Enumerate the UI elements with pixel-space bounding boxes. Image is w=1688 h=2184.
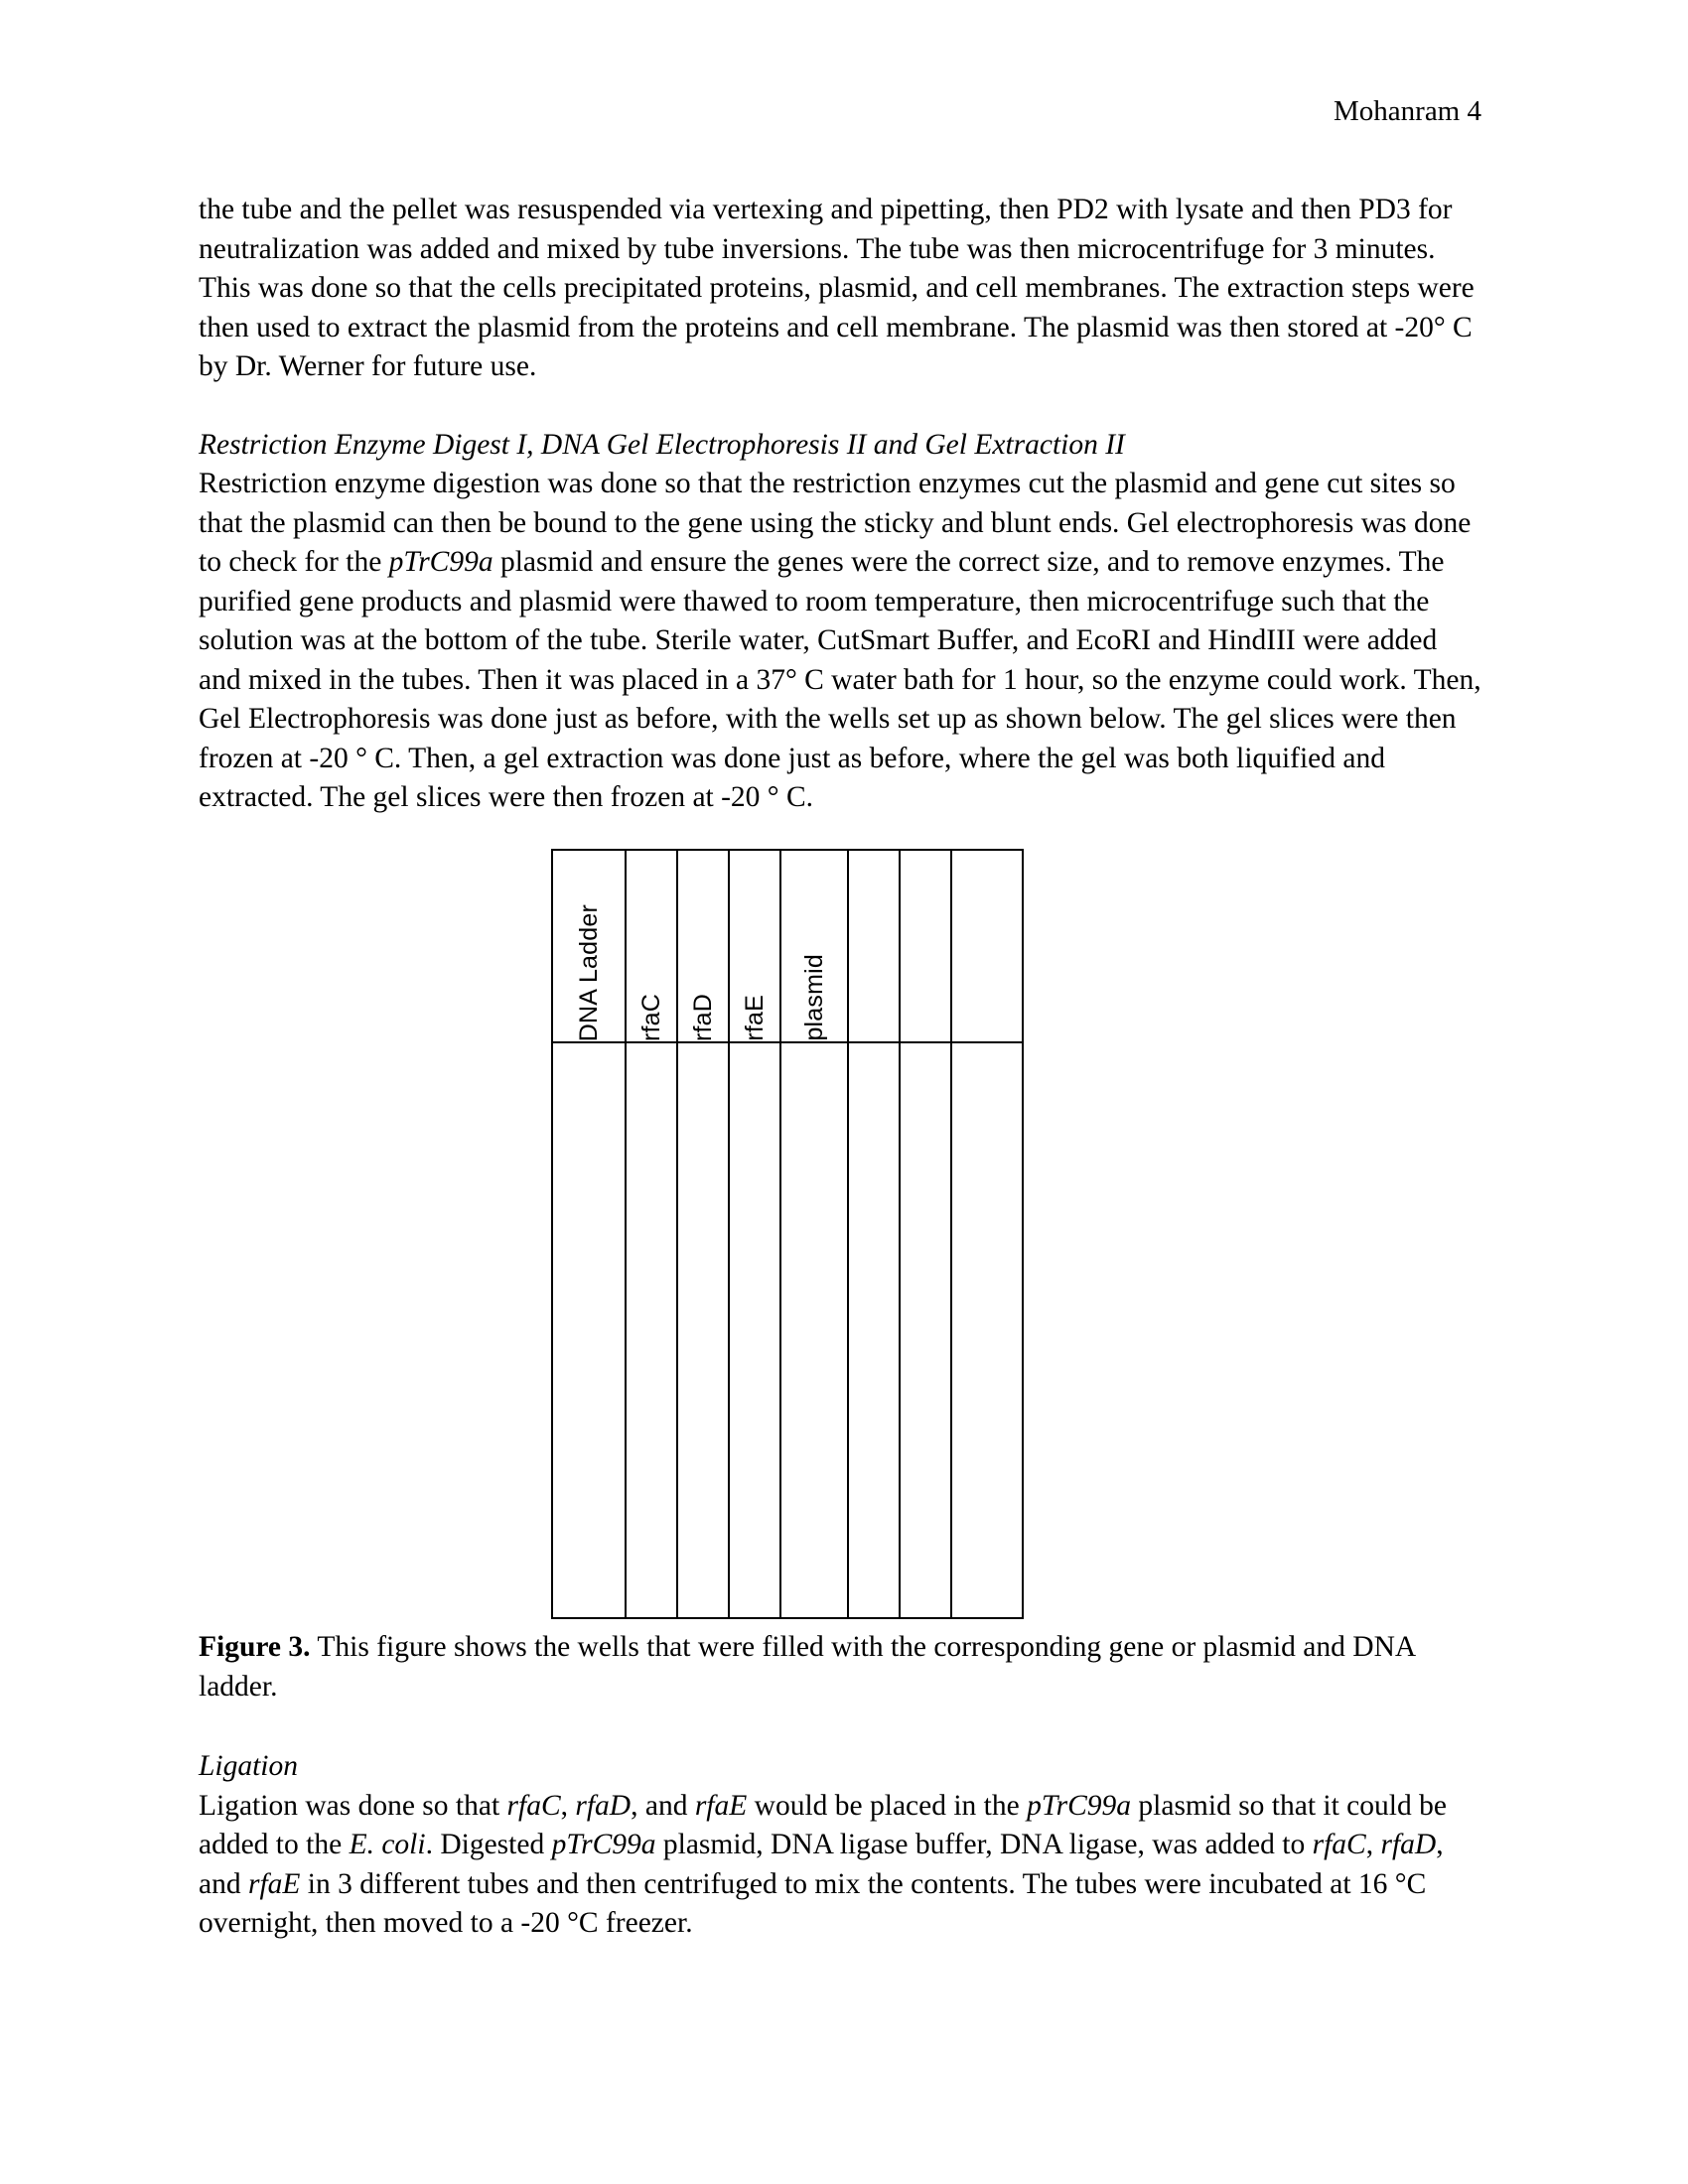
par3-italic-rfad-1: rfaD	[575, 1789, 632, 1822]
par3-text-part7: plasmid, DNA ligase buffer, DNA ligase, was added to	[655, 1829, 1313, 1860]
figure-gel-wells	[551, 849, 1024, 1619]
gel-lane-label-plasmid: plasmid	[799, 954, 828, 1041]
gel-lane-cell-7[interactable]	[900, 850, 951, 1042]
paragraph-spacer	[199, 387, 1481, 426]
gel-lane-track-1[interactable]	[552, 1042, 626, 1618]
gel-lane-track-3[interactable]	[677, 1042, 729, 1618]
gel-lane-label-dna-ladder: DNA Ladder	[574, 903, 603, 1041]
gel-lane-cell-4[interactable]	[729, 850, 780, 1042]
heading-restriction-enzyme-digest: Restriction Enzyme Digest I, DNA Gel Electrophoresis II and Gel Extraction II	[199, 428, 1125, 461]
par3-text-part10: in 3 different tubes and then centrifuged to mix the contents. The tubes were incubated at 16 °C overnight, then moved to a -20 °C freezer.	[199, 1867, 1427, 1939]
gel-lane-label-rfae: rfaE	[740, 995, 769, 1041]
gel-lane-track-8[interactable]	[951, 1042, 1023, 1618]
paragraph-ligation	[199, 1787, 1481, 1944]
par2-italic-plasmid-name: pTrC99a	[388, 546, 493, 578]
par3-text-part8: ,	[1365, 1829, 1381, 1860]
par3-italic-rfae-1: rfaE	[694, 1789, 748, 1822]
par3-text-part2: ,	[560, 1789, 576, 1822]
par3-italic-rfae-2: rfaE	[247, 1867, 301, 1900]
par3-italic-ecoli: E. coli	[349, 1829, 426, 1860]
par3-italic-ptrc99a-1: pTrC99a	[1027, 1789, 1132, 1822]
gel-lane-cell-8[interactable]	[951, 850, 1023, 1042]
gel-lane-track-7[interactable]	[900, 1042, 951, 1618]
par3-text-part9: , and	[199, 1829, 1444, 1900]
section-ligation	[199, 1747, 1481, 1944]
paragraph-plasmid-extraction: the tube and the pellet was resuspended via vertexing and pipetting, then PD2 with lysate and then PD3 for neutralization was added and mixed by tube inversions. The tube was then microcentrifuge for 3 minutes. This was done so that the cells precipitated proteins, plasmid, and cell membranes. The extraction steps were then used to extract the plasmid from the proteins and cell membrane. The plasmid was then stored at -20° C by Dr. Werner for future use.	[199, 194, 1475, 382]
par3-text-part3: , and	[631, 1789, 695, 1822]
paragraph-restriction-digest	[199, 465, 1481, 818]
gel-lane-inner-6	[849, 851, 899, 1041]
par3-text-part4: would be placed in the	[747, 1789, 1028, 1822]
gel-lane-inner-5	[781, 851, 847, 1041]
gel-well-body-row	[552, 1042, 1023, 1618]
gel-lane-cell-3[interactable]	[677, 850, 729, 1042]
gel-lane-inner-8	[952, 851, 1022, 1041]
gel-lane-track-5[interactable]	[780, 1042, 848, 1618]
par3-text-part5: plasmid so that it could be added to the	[199, 1789, 1447, 1860]
gel-lane-inner-2	[627, 851, 676, 1041]
gel-lane-track-2[interactable]	[626, 1042, 677, 1618]
gel-lane-track-6[interactable]	[848, 1042, 900, 1618]
par3-text-part1: Ligation was done so that	[199, 1789, 507, 1822]
par2-text-part2: plasmid and ensure the genes were the correct size, and to remove enzymes. The purified gene products and plasmid were thawed to room temperature, then microcentrifuge such that the solution was at the bottom of the tube. Sterile water, CutSmart Buffer, and EcoRI and HindIII were added and mixed in the tubes. Then it was placed in a 37° C water bath for 1 hour, so the enzyme could work. Then, Gel Electrophoresis was done just as before, with the wells set up as shown below. The gel slices were then frozen at -20 ° C. Then, a gel extraction was done just as before, where the gel was both liquified and extracted. The gel slices were then frozen at -20 ° C.	[199, 546, 1481, 813]
par3-text-part6: . Digested	[425, 1829, 552, 1860]
par3-italic-rfad-2: rfaD	[1380, 1829, 1437, 1860]
gel-lane-cell-2[interactable]	[626, 850, 677, 1042]
gel-lane-label-rfad: rfaD	[688, 993, 717, 1041]
document-body	[199, 191, 1481, 818]
par3-italic-rfac-2: rfaC	[1312, 1829, 1366, 1860]
par3-italic-rfac-1: rfaC	[506, 1789, 561, 1822]
gel-lane-cell-1[interactable]	[552, 850, 626, 1042]
par3-italic-ptrc99a-2: pTrC99a	[551, 1829, 656, 1860]
gel-lane-label-rfac: rfaC	[636, 993, 665, 1041]
gel-lane-cell-6[interactable]	[848, 850, 900, 1042]
gel-lane-inner-7	[901, 851, 950, 1041]
figure-caption-text: This figure shows the wells that were filled with the corresponding gene or plasmid and DNA ladder.	[199, 1631, 1415, 1703]
gel-lane-inner-3	[678, 851, 728, 1041]
gel-lane-cell-5[interactable]	[780, 850, 848, 1042]
running-header: Mohanram 4	[1334, 95, 1481, 127]
figure-caption-label: Figure 3.	[199, 1631, 311, 1663]
gel-well-header-row	[552, 850, 1023, 1042]
gel-lane-table	[551, 849, 1024, 1619]
gel-lane-inner-1	[553, 851, 625, 1041]
par2-text-part1: Restriction enzyme digestion was done so that the restriction enzymes cut the plasmid and gene cut sites so that the plasmid can then be bound to the gene using the sticky and blunt ends. Gel electrophoresis was done to check for the	[199, 468, 1472, 578]
gel-lane-track-4[interactable]	[729, 1042, 780, 1618]
gel-lane-inner-4	[730, 851, 779, 1041]
figure-caption	[199, 1628, 1481, 1706]
heading-ligation: Ligation	[199, 1750, 298, 1782]
